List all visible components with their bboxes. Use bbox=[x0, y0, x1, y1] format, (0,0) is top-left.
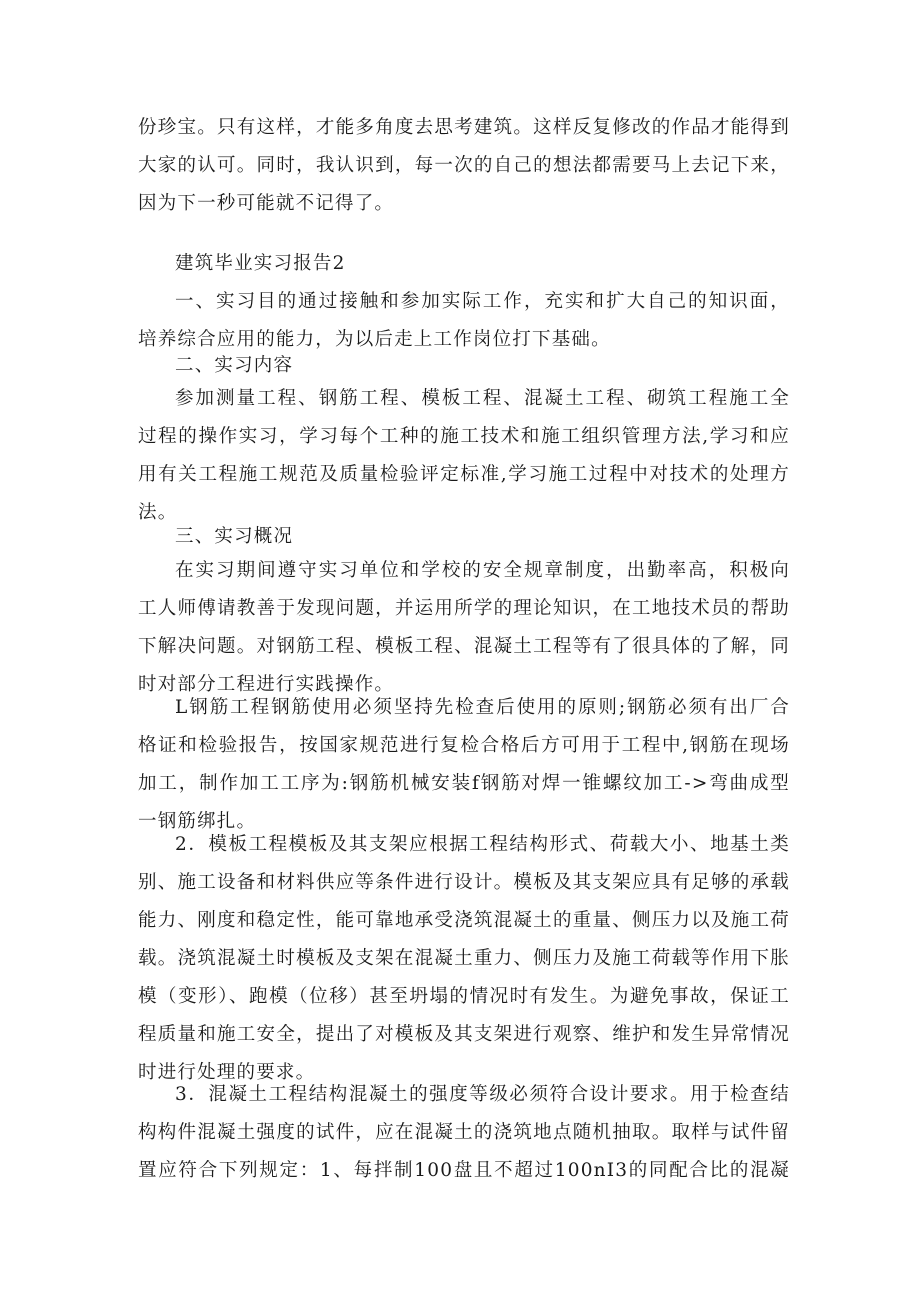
text-line: 2．模板工程模板及其支架应根据工程结构形式、荷载大小、地基土类 bbox=[175, 834, 790, 855]
text-line: 能力、刚度和稳定性，能可靠地承受浇筑混凝土的重量、侧压力以及施工荷 bbox=[138, 910, 790, 931]
text-line: 程质量和施工安全，提出了对模板及其支架进行观察、维护和发生异常情况 bbox=[138, 1024, 790, 1045]
text-line: 格证和检验报告，按国家规范进行复检合格后方可用于工程中,钢筋在现场 bbox=[138, 735, 790, 756]
paragraph-section-3 bbox=[138, 552, 790, 704]
paragraph-item-3 bbox=[138, 1076, 790, 1190]
text-line: 份珍宝。只有这样，才能多角度去思考建筑。这样反复修改的作品才能得到 bbox=[138, 117, 790, 138]
text-line: 因为下一秒可能就不记得了。 bbox=[138, 193, 395, 214]
paragraph-section-2 bbox=[138, 380, 790, 532]
text-line: 模（变形）、跑模（位移）甚至坍塌的情况时有发生。为避免事故，保证工 bbox=[138, 986, 790, 1007]
text-line: 法。 bbox=[138, 502, 178, 523]
text-line: 置应符合下列规定：1、每拌制100盘且不超过100nI3的同配合比的混凝 bbox=[138, 1160, 790, 1181]
section-3-heading bbox=[175, 518, 293, 556]
text-line: 载。浇筑混凝土时模板及支架在混凝土重力、侧压力及施工荷载等作用下胀 bbox=[138, 948, 790, 969]
text-line: 时对部分工程进行实践操作。 bbox=[138, 674, 395, 695]
report-title bbox=[175, 245, 346, 283]
paragraph-item-2 bbox=[138, 826, 790, 1092]
text-line: 一、实习目的通过接触和参加实际工作，充实和扩大自己的知识面， bbox=[175, 291, 790, 312]
text-line: 大家的认可。同时，我认识到，每一次的自己的想法都需要马上去记下来， bbox=[138, 155, 790, 176]
paragraph-intro-continued bbox=[138, 109, 790, 223]
text-line: 3．混凝土工程结构混凝土的强度等级必须符合设计要求。用于检查结 bbox=[175, 1084, 790, 1105]
text-line: 过程的操作实习，学习每个工种的施工技术和施工组织管理方法,学习和应 bbox=[138, 426, 790, 447]
text-line: 加工，制作加工工序为:钢筋机械安装f钢筋对焊一锥螺纹加工->弯曲成型 bbox=[138, 773, 790, 794]
text-line: 下解决问题。对钢筋工程、模板工程、混凝土工程等有了很具体的了解，同 bbox=[138, 636, 790, 657]
text-line: L钢筋工程钢筋使用必须坚持先检查后使用的原则;钢筋必须有出厂合 bbox=[175, 697, 790, 718]
text-line: 用有关工程施工规范及质量检验评定标准,学习施工过程中对技术的处理方 bbox=[138, 464, 790, 485]
text-line: 参加测量工程、钢筋工程、模板工程、混凝土工程、砌筑工程施工全 bbox=[175, 388, 790, 409]
text-line: 培养综合应用的能力，为以后走上工作岗位打下基础。 bbox=[138, 329, 611, 350]
text-line: 构构件混凝土强度的试件，应在混凝土的浇筑地点随机抽取。取样与试件留 bbox=[138, 1122, 790, 1143]
text-line: 别、施工设备和材料供应等条件进行设计。模板及其支架应具有足够的承载 bbox=[138, 872, 790, 893]
section-heading-text: 三、实习概况 bbox=[175, 526, 294, 547]
text-line: 时进行处理的要求。 bbox=[138, 1062, 316, 1083]
paragraph-item-1 bbox=[138, 689, 790, 841]
text-line: 工人师傅请教善于发现问题，并运用所学的理论知识，在工地技术员的帮助 bbox=[138, 598, 790, 619]
section-heading-text: 二、实习内容 bbox=[175, 355, 294, 376]
text-line: 一钢筋绑扎。 bbox=[138, 811, 257, 832]
text-line: 在实习期间遵守实习单位和学校的安全规章制度，出勤率高，积极向 bbox=[175, 560, 790, 581]
report-title-text: 建筑毕业实习报告2 bbox=[175, 253, 346, 274]
